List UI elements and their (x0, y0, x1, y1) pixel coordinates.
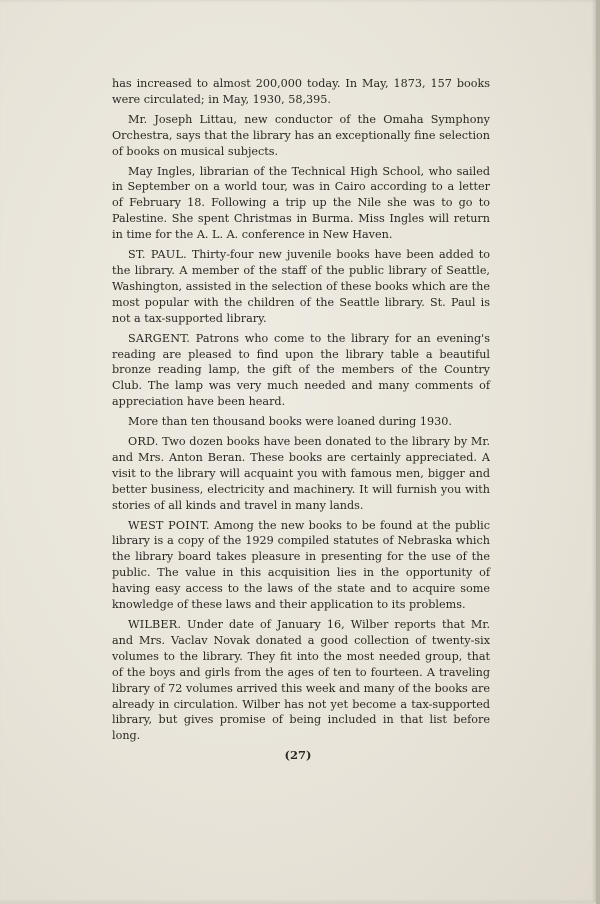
paragraph-ingles (112, 164, 490, 244)
paragraph-text: Patrons who come to the library for an evening's reading are pleased to find upon the library table a beautiful bronze reading lamp, the gift of the members of the Country Club. The lamp was very much needed and many comments of appreciation have been heard. (112, 331, 490, 409)
paragraph-sargent (112, 331, 490, 411)
paragraph-st-paul (112, 247, 490, 327)
paragraph-sargent-loans (112, 414, 490, 430)
paragraph-text: Two dozen books have been donated to the library by Mr. and Mrs. Anton Beran. These books are certainly appreciated. A visit to the library will acquaint you with famous men, bigger and better business, electricity and machinery. It will furnish you with stories of all kinds and travel in many lands. (112, 435, 490, 512)
paragraph-wilber (112, 617, 490, 744)
place-heading: ST. PAUL. (128, 248, 187, 262)
place-heading: ORD. (128, 435, 159, 449)
paragraph-ord (112, 434, 490, 514)
paragraph-text: Thirty-four new juvenile books have been added to the library. A member of the staff of the public library of Seattle, Washington, assisted in the selection of these books which are the most popular with the children of the Seattle library. St. Paul is not a tax-supported library. (112, 248, 490, 325)
paragraph-continuation (112, 76, 490, 108)
paragraph-text: More than ten thousand books were loaned during 1930. (128, 415, 452, 429)
place-heading: WEST POINT. (128, 518, 210, 532)
paragraph-west-point (112, 518, 490, 613)
paragraph-text: Mr. Joseph Littau, new conductor of the Omaha Symphony Orchestra, says that the library has an exceptionally fine selection of books on musical subjects. (112, 112, 490, 158)
page-edge (596, 0, 600, 904)
paragraph-text: Under date of January 16, Wilber reports that Mr. and Mrs. Vaclav Novak donated a good collection of twenty-six volumes to the library. They fit into the most needed group, that of the boys and girls from the ages of ten to fourteen. A traveling library of 72 volumes arrived this week and many of the books are already in circulation. Wilber has not yet become a tax-supported library, but gives promise of being included in that list before long. (112, 618, 490, 743)
paragraph-littau (112, 112, 490, 160)
body-text (112, 76, 490, 748)
place-heading: SARGENT. (128, 331, 191, 345)
paragraph-text: has increased to almost 200,000 today. In May, 1873, 157 books were circulated; in May, 1930, 58,395. (112, 77, 490, 106)
page-number: (27) (284, 748, 312, 762)
paragraph-text: Among the new books to be found at the public library is a copy of the 1929 compiled statutes of Nebraska which the library board takes pleasure in presenting for the use of the public. The value in this acquisition lies in the opportunity of having easy access to the laws of the state and to acquire some knowledge of these laws and their application to its problems. (112, 518, 490, 612)
paragraph-text: May Ingles, librarian of the Technical High School, who sailed in September on a world tour, was in Cairo according to a letter of February 18. Following a trip up the Nile she was to go to Palestine. She spent Christmas in Burma. Miss Ingles will return in time for the A. L. A. conference in New Haven. (112, 164, 490, 242)
place-heading: WILBER. (128, 618, 182, 631)
